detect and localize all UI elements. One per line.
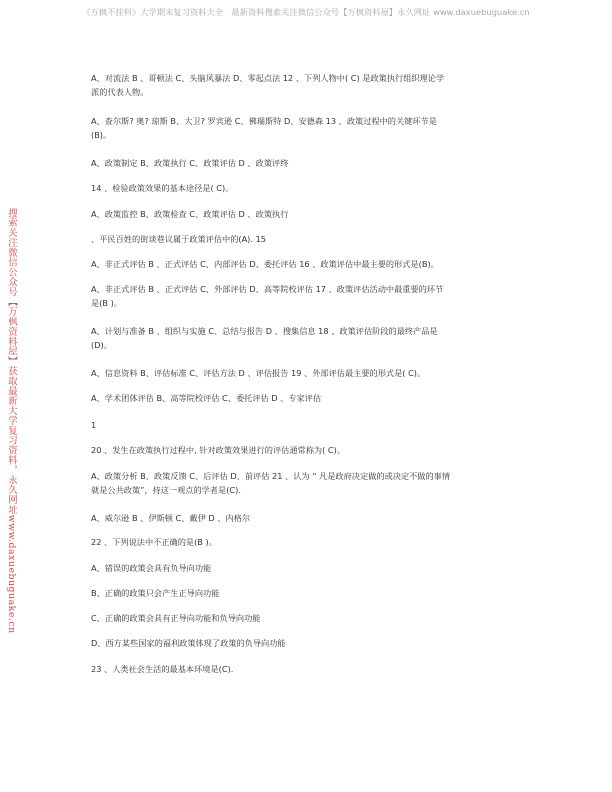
paragraph-2	[91, 114, 531, 142]
paragraph-line: A、非正式评估 B 、正式评估 C、外部评估 D、高等院校评估 17 、政策评估活动中最重要的环节	[91, 284, 444, 294]
paragraph-12	[91, 418, 531, 432]
paragraph-line: A、计划与准备 B 、组织与实施 C、总结与报告 D 、搜集信息 18 、政策评估阶段的最终产品是	[91, 326, 438, 336]
paragraph-line: 、平民百姓的街谈巷议属于政策评估中的(A). 15	[91, 234, 266, 244]
paragraph-line: A、对流法 B 、哥顿法 C、头脑风暴法 D、零起点法 12 、下列人物中( C) 是政策执行组织理论学	[91, 73, 445, 83]
paragraph-line: A、非正式评估 B 、正式评估 C、内部评估 D、委托评估 16 、政策评估中最主要的形式是(B)。	[91, 259, 439, 269]
paragraph-line: (D)。	[91, 340, 112, 350]
paragraph-line: 20 、发生在政策执行过程中, 针对政策效果进行的评估通常称为( C)。	[91, 445, 345, 455]
paragraph-line: 14 、检验政策效果的基本途径是( C)。	[91, 183, 234, 193]
paragraph-1	[91, 71, 531, 99]
paragraph-line: 是(B )。	[91, 298, 122, 308]
page-header-watermark: 《万枫不挂科》大学期末复习资料大全 最新资料搜索关注微信公众号【万枫资料屋】永久网址 www.daxuebuguake.cn	[82, 7, 530, 17]
paragraph-line: A、政策监控 B、政策检查 C、政策评估 D 、政策执行	[91, 209, 289, 219]
paragraph-13	[91, 443, 531, 457]
paragraph-16	[91, 535, 531, 549]
paragraph-line: A、查尔斯? 奥? 琼斯 B、大卫? 罗宾逊 C、佛瑞斯特 D、安德森 13 、政策过程中的关键环节是	[91, 116, 437, 126]
paragraph-line: 派的代表人物。	[91, 87, 149, 97]
paragraph-6	[91, 232, 531, 246]
paragraph-20	[91, 636, 531, 650]
paragraph-18	[91, 586, 531, 600]
paragraph-line: A、政策制定 B、政策执行 C、政策评估 D 、政策评终	[91, 158, 289, 168]
paragraph-17	[91, 561, 531, 575]
paragraph-4	[91, 181, 531, 195]
paragraph-8	[91, 282, 531, 310]
paragraph-line: 1	[91, 420, 97, 430]
paragraph-3	[91, 156, 531, 170]
paragraph-line: A、学术团体评估 B、高等院校评估 C、委托评估 D 、专家评估	[91, 393, 322, 403]
paragraph-9	[91, 324, 531, 352]
paragraph-line: 23 、人类社会生活的最基本环境是(C).	[91, 664, 234, 674]
paragraph-line: D、西方某些国家的福利政策体现了政策的负导向功能	[91, 638, 286, 648]
sidebar-watermark: 搜索关注微信公众号【万枫资料屋】获取最新大学复习资料，永久网址www.daxuebuguake.cn	[6, 208, 17, 634]
paragraph-5	[91, 207, 531, 221]
paragraph-line: 22 、下列说法中不正确的是(B )。	[91, 537, 217, 547]
paragraph-line: 就是公共政策”，持这一观点的学者是(C).	[91, 485, 241, 495]
paragraph-line: A、信息资料 B、评估标准 C、评估方法 D 、评估报告 19 、外部评估最主要的形式是( C)。	[91, 368, 426, 378]
paragraph-line: A、威尔逊 B 、伊斯顿 C、戴伊 D 、内格尔	[91, 513, 251, 523]
paragraph-21	[91, 662, 531, 676]
paragraph-line: (B)。	[91, 130, 112, 140]
paragraph-11	[91, 391, 531, 405]
paragraph-line: C、正确的政策会具有正导向功能和负导向功能	[91, 613, 261, 623]
paragraph-line: A、错误的政策会具有负导向功能	[91, 563, 212, 573]
paragraph-7	[91, 257, 531, 271]
paragraph-14	[91, 469, 531, 497]
paragraph-15	[91, 511, 531, 525]
paragraph-line: A、政策分析 B、政策反馈 C、后评估 D、前评估 21 、认为 “ 凡是政府决定做的或决定不做的事情	[91, 471, 451, 481]
paragraph-19	[91, 611, 531, 625]
paragraph-line: B、正确的政策只会产生正导向功能	[91, 588, 220, 598]
paragraph-10	[91, 366, 531, 380]
